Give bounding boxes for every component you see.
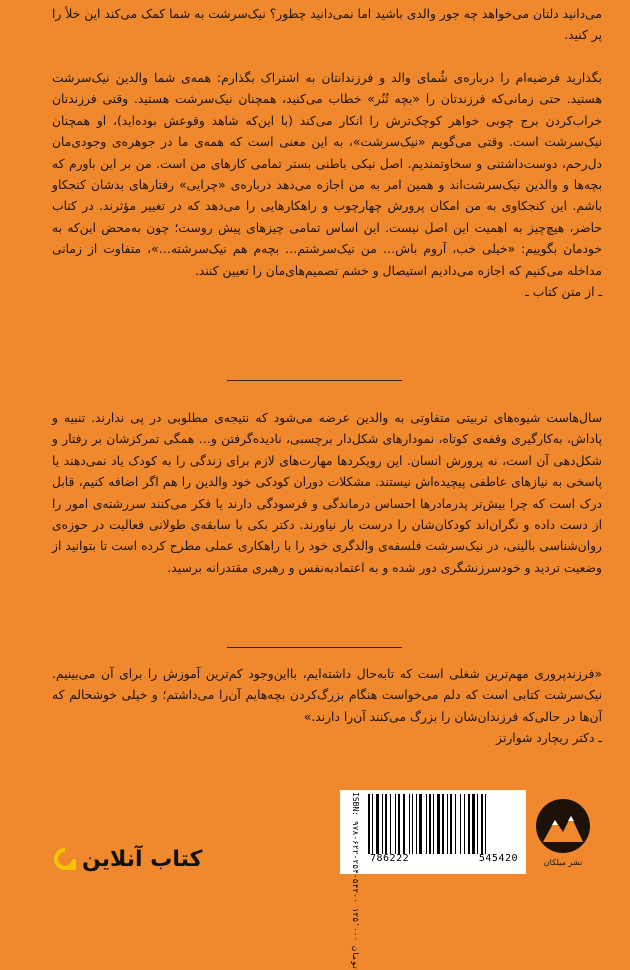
barcode-bar (481, 794, 483, 854)
barcode-bar (477, 794, 478, 854)
barcode-bar (409, 794, 410, 854)
barcode-bar (433, 794, 434, 854)
barcode-bar (455, 794, 456, 854)
barcode-bar (426, 794, 427, 854)
barcode-bar (390, 794, 391, 854)
barcode-bar (395, 794, 396, 854)
barcode-bar (412, 794, 413, 854)
isbn-price-vertical: ISBN: ۹۷۸-۶۲۲-۲۵۴-۵۴۲-۰ ۱۲۵٬۰۰۰ تومان (351, 792, 360, 970)
barcode-bar (447, 794, 448, 854)
testimonial-section (52, 664, 602, 750)
book-ring-icon (54, 848, 76, 870)
intro-paragraph (52, 4, 602, 47)
barcode-bar (472, 794, 475, 854)
barcode-bar (460, 794, 461, 854)
barcode-bar (419, 794, 422, 854)
barcode-bar (429, 794, 431, 854)
barcode-bar (398, 794, 400, 854)
barcode-bar (376, 794, 379, 854)
excerpt-text: بگذارید فرضیه‌ام را درباره‌ی شُمای والد و فرزندانتان به اشتراک بگذارم: همه‌ی شما والدین نیک‌سرشت هستید. حتی زمانی‌که فرزندتان را «بچه‌ تُنُر» خطاب می‌کنید، همچنان نیک‌سرشت هستید. وقتی فرزندتان خراب‌کردن برج چوبی خواهر کوچک‌ترش را انکار می‌کند (با این‌که شاهد وقوعش بوده‌اید)، او همچنان نیک‌سرشت است. وقتی می‌گویم «نیک‌سرشت»، به این معنی است که همه‌ی ما در جوهره‌ی وجودی‌مان دل‌رحم، دوست‌داشتنی و سخاوتمندیم. اصل نیکی باطنی بستر تمامی کارهای من است. من بر این باورم که بچه‌ها و والدین نیک‌سرشت‌اند و همین امر به من اجازه می‌دهد درباره‌ی «چرایی» رفتارهای بدشان کنجکاو باشم. این کنجکاوی به من امکان پرورش چهارچوب و راهکارهایی را می‌دهد که در تغییر مؤثرند. در کتاب حاضر، هیچ‌چیز به اهمیت این اصل نیست. این اساس تمامی چیزهای پیش روست؛ چون به‌محض این‌که به خودمان بگوییم: «خیلی خب، آروم باش… من نیک‌سرشتم… بچه‌م هم نیک‌سرشته…»، متفاوت از زمانی مداخله می‌کنیم که اجازه می‌دادیم استیصال و خشم تصمیم‌های‌مان را تعیین کنند. (52, 71, 602, 278)
barcode-bar (442, 794, 444, 854)
divider-bottom (227, 647, 402, 648)
testimonial-text: «فرزندپروری مهم‌ترین شغلی است که تابه‌حال داشته‌ایم، باا‌ین‌وجود کم‌ترین آموزش را برای آن می‌بینیم. نیک‌سرشت کتابی است که دلم می‌خواست هنگام بزرگ‌کردن بچه‌هایم آن‌را می‌داشتم؛ و خیلی خوشحالم که آن‌ها در حالی‌که فرزندان‌شان را بزرگ می‌کنند آن‌را دارند.» (52, 667, 602, 724)
barcode-bar (372, 794, 373, 854)
barcode-bar (416, 794, 417, 854)
barcode-bar (464, 794, 465, 854)
testimonial-author: ـ دکتر ریچارد شوارتز (496, 731, 602, 746)
summary-section (52, 408, 602, 579)
summary-text: سال‌هاست شیوه‌های تربیتی متفاوتی به والدین عرضه می‌شود که نتیجه‌ی مطلوبی در پی ندارند. تنبیه و پاداش، به‌کارگیری وقفه‌ی کوتاه، نمودارهای شکل‌دار برچسبی، نادیده‌گرفتن و… همگی تمرکزشان بر رفتار و شکل‌دهی آن است، نه پرورش انسان. این رویکردها مهارت‌های لازم برای زندگی را به کودک یاد نمی‌دهند یا پاسخی به نیازهای عاطفی پیچیده‌اش نیستند. مشکلات دوران کودکی خود والدین را هم اگر اضافه کنیم، قابل درک است که چرا بیش‌تر پدرمادرها احساس درماندگی و فرسودگی دارند یا فکر می‌کنند سررشته‌ی امور را از دست داده و نگران‌اند کودکان‌شان را درست بار نیاورند. دکتر بکی با سابقه‌ی طولانی فعالیت در حوزه‌ی روان‌شناسی بالینی، در نیک‌سرشت فلسفه‌ی والدگری خود را با راهکاری عملی مطرح کرده است تا بتوانید از وضعیت تردید و خودسرزنشگری دور شده و به اعتمادبه‌نفس و رهبری مقتدرانه برسید. (52, 411, 602, 575)
excerpt-section (52, 68, 602, 303)
barcode-bar (382, 794, 383, 854)
excerpt-source: ـ از متن کتاب ـ (525, 285, 602, 300)
barcode-bar (437, 794, 440, 854)
barcode-digits (370, 853, 518, 864)
barcode-bar (385, 794, 387, 854)
barcode-bar (403, 794, 405, 854)
publisher-name: نشر میلکان (543, 858, 583, 867)
store-logo (54, 844, 202, 874)
mountains-icon (535, 798, 591, 858)
divider-top (227, 380, 402, 381)
barcode-digits-left: 786222 (370, 853, 410, 864)
store-name: کتاب آنلاین (82, 846, 203, 872)
intro-text: می‌دانید دلتان می‌خواهد چه جور والدی باشید اما نمی‌دانید چطور؟ نیک‌سرشت به شما کمک می‌کند این خلأ را پر کنید. (52, 7, 602, 43)
barcode-digits-right: 545420 (478, 853, 518, 864)
barcode-bar (368, 794, 370, 854)
barcode-bar (450, 794, 452, 854)
barcode-panel (340, 790, 526, 970)
barcode-bar (485, 794, 486, 854)
barcode (368, 794, 518, 854)
barcode-bar (468, 794, 470, 854)
